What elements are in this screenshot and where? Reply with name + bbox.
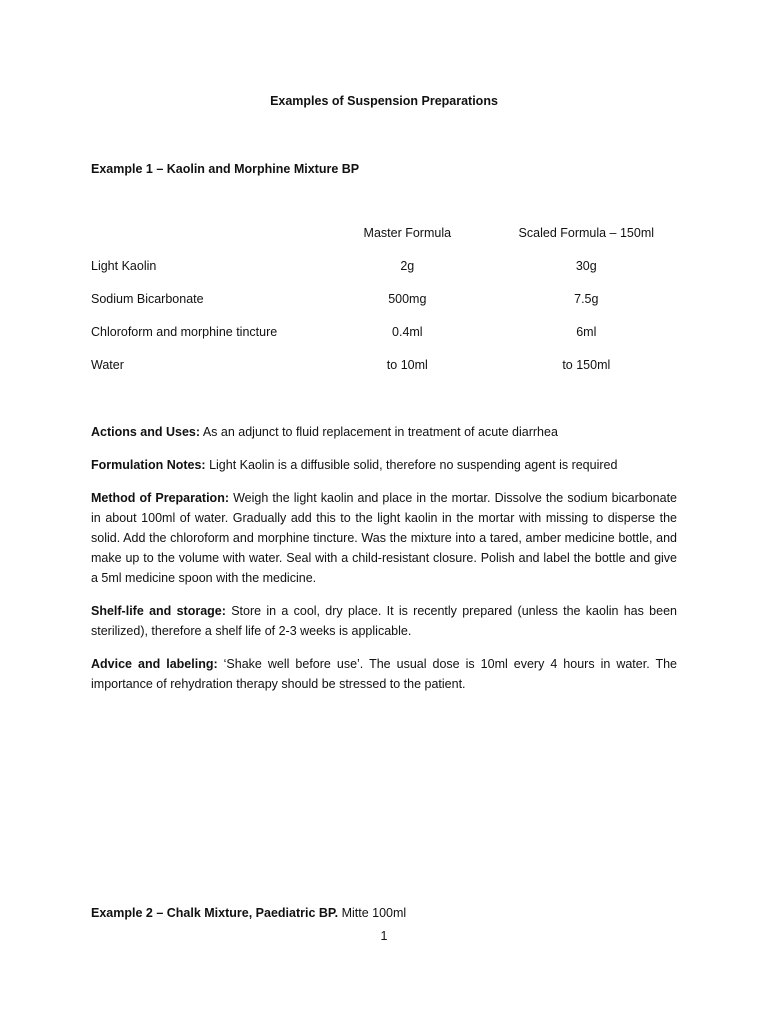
actions-and-uses-paragraph	[91, 422, 677, 442]
example-1-heading: Example 1 – Kaolin and Morphine Mixture BP	[91, 162, 360, 176]
ingredient-name: Light Kaolin	[91, 259, 157, 273]
ingredient-name: Chloroform and morphine tincture	[91, 325, 278, 339]
table-row	[91, 292, 691, 325]
section-text: Light Kaolin is a diffusible solid, therefore no suspending agent is required	[205, 458, 618, 472]
method-of-preparation-paragraph	[91, 488, 677, 588]
formulation-notes-paragraph	[91, 455, 677, 475]
example-2-heading-rest: Mitte 100ml	[338, 906, 407, 920]
master-amount: 2g	[400, 259, 415, 273]
section-label: Actions and Uses:	[91, 425, 201, 439]
ingredient-column-header	[91, 226, 333, 259]
ingredient-name: Sodium Bicarbonate	[91, 292, 204, 306]
section-text: Store in a cool, dry place. It is recently prepared (unless the kaolin has been sterilized), therefore a shelf life of 2-3 weeks is applicable.	[91, 604, 677, 638]
section-label: Formulation Notes:	[91, 458, 206, 472]
scaled-formula-header: Scaled Formula – 150ml	[518, 226, 655, 240]
section-text: As an adjunct to fluid replacement in treatment of acute diarrhea	[200, 425, 558, 439]
scaled-amount: 6ml	[576, 325, 597, 339]
master-amount: 500mg	[388, 292, 427, 306]
ingredient-name: Water	[91, 358, 124, 372]
formula-table	[91, 226, 691, 391]
formula-table-header-row	[91, 226, 691, 259]
advice-and-labeling-paragraph	[91, 654, 677, 694]
section-label: Method of Preparation:	[91, 491, 229, 505]
table-row	[91, 325, 691, 358]
table-row	[91, 358, 691, 391]
example-2-heading	[91, 906, 406, 920]
shelf-life-paragraph	[91, 601, 677, 641]
master-formula-header: Master Formula	[363, 226, 452, 240]
master-amount: 0.4ml	[392, 325, 423, 339]
table-row	[91, 259, 691, 292]
example-2-heading-bold: Example 2 – Chalk Mixture, Paediatric BP.	[91, 906, 339, 920]
scaled-amount: to 150ml	[562, 358, 611, 372]
section-label: Advice and labeling:	[91, 657, 218, 671]
master-amount: to 10ml	[386, 358, 428, 372]
scaled-amount: 30g	[575, 259, 597, 273]
section-text: ‘Shake well before use’. The usual dose is 10ml every 4 hours in water. The importance of rehydration therapy should be stressed to the patient.	[91, 657, 678, 691]
section-label: Shelf-life and storage:	[91, 604, 226, 618]
section-text: Weigh the light kaolin and place in the mortar. Dissolve the sodium bicarbonate in about 100ml of water. Gradually add this to the light kaolin in the mortar with missing to disperse the solid. Add the chloroform and morphine tincture. Was the mixture into a tared, amber medicine bottle, and make up to the volume with water. Seal with a child-resistant closure. Polish and label the bottle and give a 5ml medicine spoon with the medicine.	[91, 491, 678, 585]
page-number: 1	[380, 929, 388, 943]
document-title: Examples of Suspension Preparations	[270, 94, 498, 108]
scaled-amount: 7.5g	[574, 292, 599, 306]
